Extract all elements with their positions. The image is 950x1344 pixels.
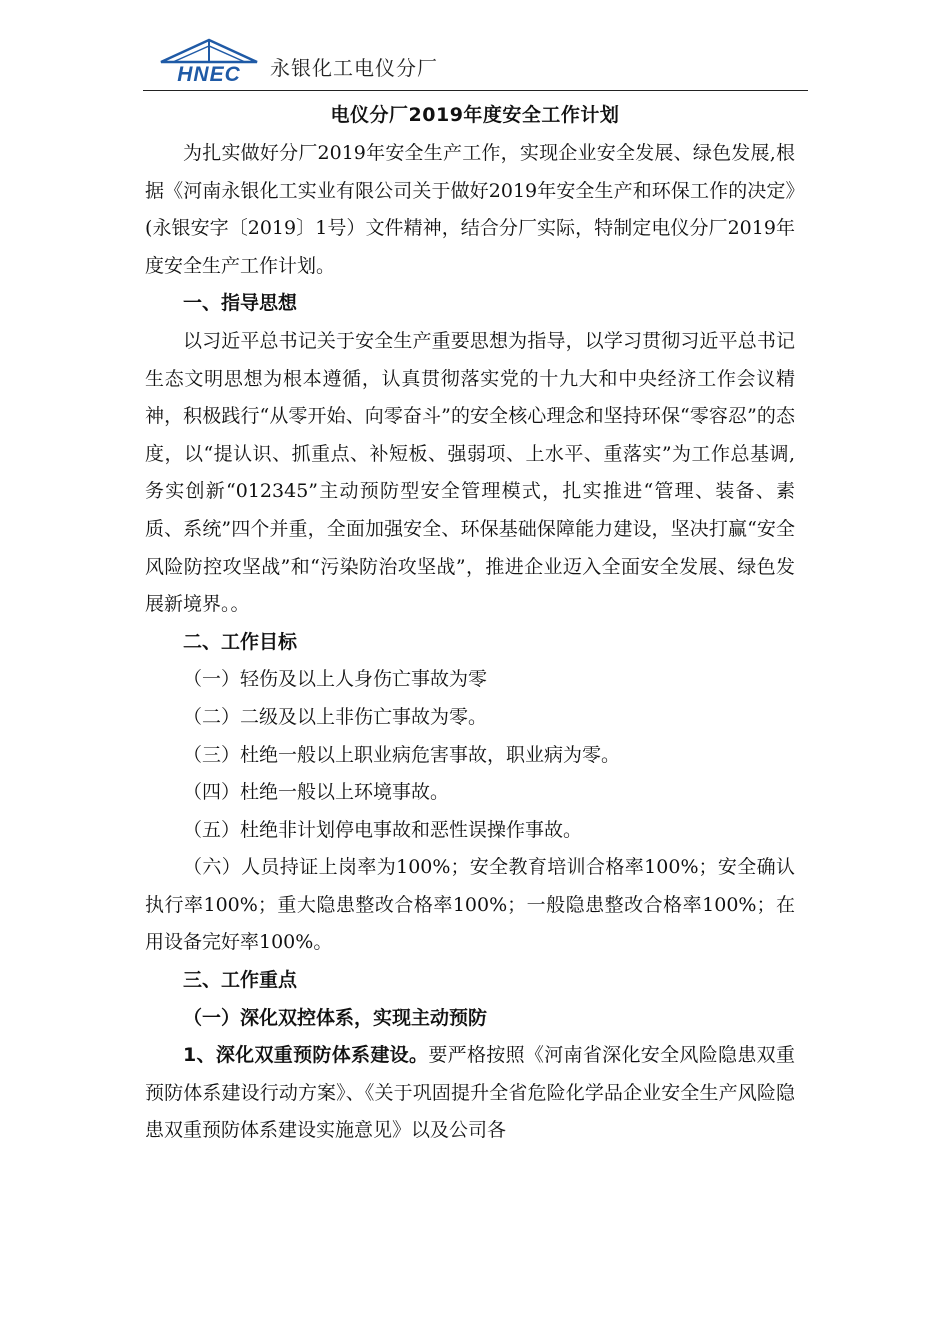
goal-item: （三）杜绝一般以上职业病危害事故，职业病为零。: [183, 743, 621, 766]
document-title: 电仪分厂2019年度安全工作计划: [330, 104, 620, 126]
section-heading-work-goals: 二、工作目标: [183, 630, 298, 653]
goal-item: （五）杜绝非计划停电事故和恶性误操作事故。: [183, 818, 583, 841]
goal-item: （四）杜绝一般以上环境事故。: [183, 781, 450, 804]
guiding-ideology-paragraph: 以习近平总书记关于安全生产重要思想为指导，以学习贯彻习近平总书记生态文明思想为根本遵循，认真贯彻落实党的十九大和中央经济工作会议精神，积极践行“从零开始、向零奋斗”的安全核心理念和坚持环保“零容忍”的态度，以“提认识、抓重点、补短板、强弱项、上水平、重落实”为工作总基调,务实创新“012345”主动预防型安全管理模式，扎实推进“管理、装备、素质、系统”四个并重，全面加强安全、环保基础保障能力建设，坚决打赢“安全风险防控攻坚战”和“污染防治攻坚战”，推进企业迈入全面安全发展、绿色发展新境界。。: [145, 329, 795, 616]
header-divider: [143, 90, 808, 91]
hnec-logo-icon: [153, 38, 265, 84]
goal-item: （一）轻伤及以上人身伤亡事故为零: [183, 668, 488, 691]
intro-paragraph: 为扎实做好分厂2019年安全生产工作，实现企业安全发展、绿色发展,根据《河南永银化工实业有限公司关于做好2019年安全生产和环保工作的决定》(永银安字〔2019〕1号）文件精神，结合分厂实际，特制定电仪分厂2019年度安全生产工作计划。: [145, 142, 795, 277]
page-header: [143, 38, 808, 92]
section-heading-guiding-ideology: 一、指导思想: [183, 292, 298, 315]
goal-item: （六）人员持证上岗率为100%；安全教育培训合格率100%；安全确认执行率100%；重大隐患整改合格率100%；一般隐患整改合格率100%；在用设备完好率100%。: [145, 856, 795, 954]
paragraph-body: 要严格按照《河南省深化安全风险隐患双重预防体系建设行动方案》、《关于巩固提升全省危险化学品企业安全生产风险隐患双重预防体系建设实施意见》以及公司各: [145, 1044, 795, 1142]
section-heading-work-focus: 三、工作重点: [183, 969, 298, 992]
logo-text: HNEC: [177, 63, 241, 84]
subsection-heading-dual-control: （一）深化双控体系，实现主动预防: [183, 1006, 488, 1029]
document-body: [145, 135, 795, 1150]
company-name: 永银化工电仪分厂: [270, 56, 438, 80]
dual-prevention-paragraph: [145, 1037, 795, 1150]
goal-item: （二）二级及以上非伤亡事故为零。: [183, 705, 488, 728]
paragraph-lead-bold: 1、深化双重预防体系建设。: [183, 1044, 429, 1067]
